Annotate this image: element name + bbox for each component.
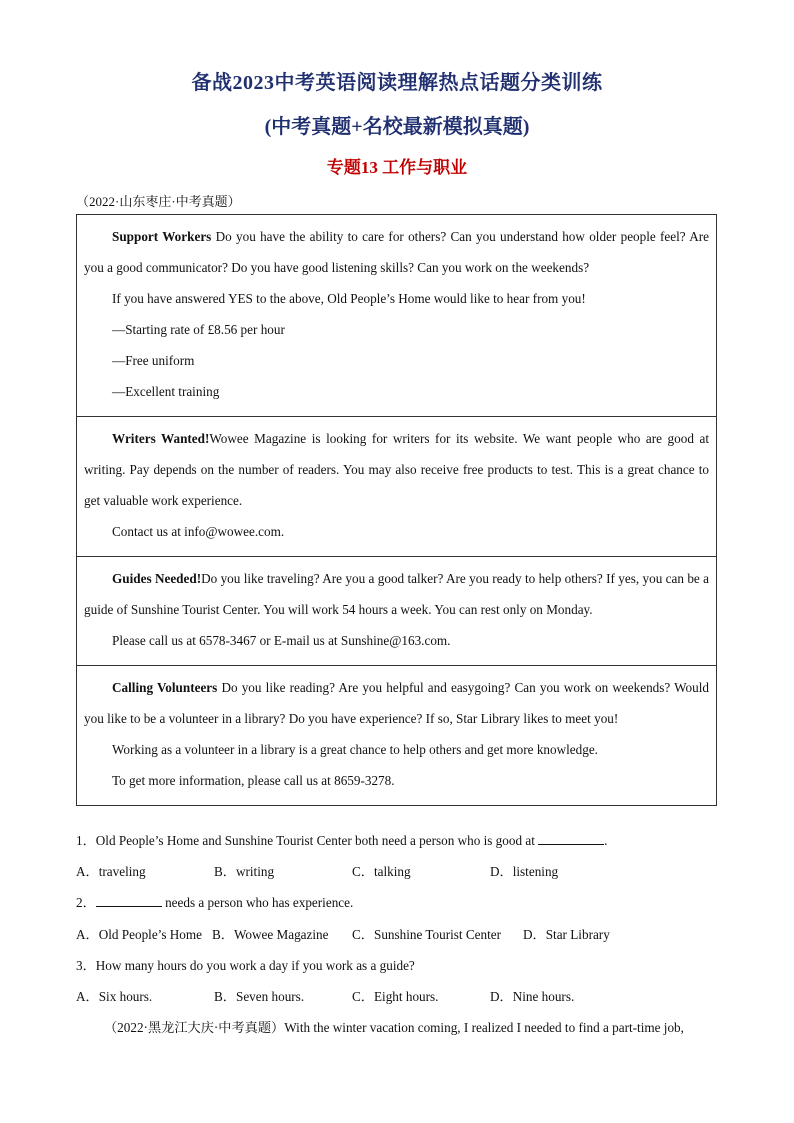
option-d[interactable]: D．Nine hours. (490, 989, 575, 1004)
document-title: 备战2023中考英语阅读理解热点话题分类训练 (191, 72, 603, 94)
ad-heading: Support Workers (112, 229, 212, 244)
ad-body: Do you have the ability to care for others? Can you understand how older people feel? Are you a good communicator? Do you have good listening skills? Can you work on the weekends? (84, 229, 709, 275)
topic-heading: 专题13 工作与职业 (326, 158, 468, 177)
option-c[interactable]: C．Eight hours. (352, 989, 439, 1004)
ad-line: —Starting rate of £8.56 per hour (112, 322, 285, 337)
passage-source: （2022·山东枣庄·中考真题） (76, 194, 241, 209)
question-stem: Old People’s Home and Sunshine Tourist Center both need a person who is good at (95, 833, 539, 848)
advertisement-table (76, 214, 717, 806)
ad-support-workers (77, 215, 716, 417)
option-c[interactable]: C．Sunshine Tourist Center (352, 927, 502, 942)
option-b[interactable]: B．Seven hours. (214, 989, 305, 1004)
answer-blank (96, 894, 162, 907)
ad-heading: Calling Volunteers (112, 680, 218, 695)
ad-line: —Free uniform (112, 353, 195, 368)
ad-line: If you have answered YES to the above, Old People’s Home would like to hear from you! (112, 291, 586, 306)
option-c[interactable]: C．talking (352, 864, 411, 879)
question-2-options (76, 924, 736, 943)
ad-line: —Excellent training (112, 384, 220, 399)
ad-calling-volunteers (77, 666, 716, 805)
ad-line: Contact us at info@wowee.com. (112, 524, 285, 539)
ad-line: Working as a volunteer in a library is a great chance to help others and get more knowledge. (112, 742, 598, 757)
question-number: 1． (76, 833, 96, 848)
ad-body: Do you like reading? Are you helpful and easygoing? Can you work on weekends? Would you like to be a volunteer in a library? Do you have experience? If so, Star Library likes to meet you! (84, 680, 709, 726)
question-number: 3． (76, 958, 96, 973)
ad-heading: Writers Wanted! (112, 431, 210, 446)
question-3 (76, 955, 736, 974)
question-number: 2． (76, 895, 96, 910)
question-3-options (76, 986, 736, 1005)
ad-writers-wanted (77, 417, 716, 557)
ad-body: Wowee Magazine is looking for writers for its website. We want people who are good at writing. Pay depends on the number of readers. You may also receive free products to test. This is a great chance to get valuable work experience. (84, 431, 710, 508)
option-a[interactable]: A．Six hours. (76, 989, 153, 1004)
question-stem: How many hours do you work a day if you work as a guide? (95, 958, 415, 973)
question-stem: needs a person who has experience. (161, 895, 354, 910)
option-b[interactable]: B．writing (214, 864, 275, 879)
answer-blank (538, 832, 604, 845)
option-b[interactable]: B．Wowee Magazine (212, 927, 329, 942)
passage-source: （2022·黑龙江大庆·中考真题） (104, 1020, 285, 1035)
option-a[interactable]: A．Old People’s Home (76, 927, 203, 942)
question-1 (76, 830, 736, 849)
next-passage-intro (76, 1017, 722, 1036)
ad-line: To get more information, please call us at 8659-3278. (112, 773, 395, 788)
question-1-options (76, 861, 736, 880)
question-stem-end: . (604, 833, 608, 848)
ad-heading: Guides Needed! (112, 571, 202, 586)
option-a[interactable]: A．traveling (76, 864, 146, 879)
passage-text: With the winter vacation coming, I realized I needed to find a part-time job, (284, 1020, 684, 1035)
option-d[interactable]: D．listening (490, 864, 559, 879)
question-2 (76, 892, 736, 911)
document-subtitle: (中考真题+名校最新模拟真题) (264, 116, 530, 138)
ad-guides-needed (77, 557, 716, 666)
ad-line: Please call us at 6578-3467 or E-mail us at Sunshine@163.com. (112, 633, 451, 648)
ad-body: Do you like traveling? Are you a good talker? Are you ready to help others? If yes, you can be a guide of Sunshine Tourist Center. You will work 54 hours a week. You can rest only on Monday. (84, 571, 710, 617)
option-d[interactable]: D．Star Library (523, 927, 610, 942)
